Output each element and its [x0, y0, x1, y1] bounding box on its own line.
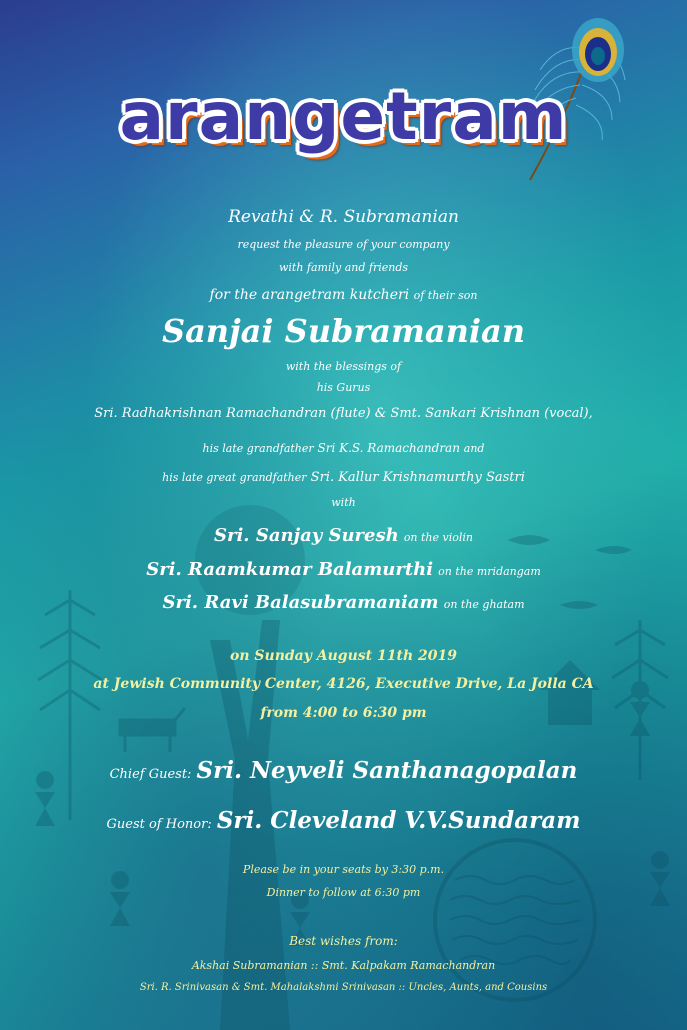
accompanist-name: Sri. Ravi Balasubramaniam: [162, 592, 439, 613]
accompanist-name: Sri. Sanjay Suresh: [213, 525, 399, 546]
kutcheri-highlight: arangetram kutcheri: [261, 287, 410, 303]
blessings-line: with the blessings of: [285, 360, 402, 373]
dinner-note: Dinner to follow at 6:30 pm: [266, 886, 421, 899]
kutcheri-suffix: of their son: [413, 289, 478, 302]
gurus-line: his Gurus: [316, 381, 371, 394]
wishers-line-2: Sri. R. Srinivasan & Smt. Mahalakshmi Srinivasan :: Uncles, Aunts, and Cousins: [139, 982, 548, 993]
accompanist-name: Sri. Raamkumar Balamurthi: [146, 559, 434, 580]
grandfather-suffix: and: [463, 442, 485, 455]
date-line: on Sunday August 11th 2019: [230, 648, 457, 664]
time-line: from 4:00 to 6:30 pm: [260, 705, 427, 721]
venue-line: at Jewish Community Center, 4126, Executive Drive, La Jolla CA: [93, 676, 594, 692]
grandfather-prefix: his late grandfather: [202, 442, 314, 455]
guest-of-honor-name: Sri. Cleveland V.V.Sundaram: [216, 807, 581, 834]
performer-name: Sanjai Subramanian: [161, 312, 526, 350]
grandfather-name: Sri K.S. Ramachandran: [317, 441, 460, 455]
accompanist-role: on the ghatam: [443, 598, 525, 611]
great-grandfather-line: [0, 470, 687, 485]
wishers-line-1: Akshai Subramanian :: Smt. Kalpakam Ramachandran: [191, 959, 496, 972]
accompanist-role: on the violin: [403, 531, 474, 544]
great-grandfather-prefix: his late great grandfather: [162, 471, 307, 484]
request-line-1: request the pleasure of your company: [237, 238, 450, 251]
best-wishes-label: Best wishes from:: [289, 934, 398, 948]
hosts-line: Revathi & R. Subramanian: [228, 207, 459, 227]
with-line: with: [331, 496, 356, 509]
kutcheri-line: [0, 287, 687, 303]
kutcheri-prefix: for the: [209, 287, 258, 303]
grandfather-line: [0, 441, 687, 455]
title-heading: arangetram: [119, 78, 568, 155]
request-line-2: with family and friends: [278, 261, 409, 274]
gurus-names: Sri. Radhakrishnan Ramachandran (flute) & Smt. Sankari Krishnan (vocal),: [94, 406, 593, 421]
chief-guest-label: Chief Guest:: [109, 767, 192, 782]
chief-guest-name: Sri. Neyveli Santhanagopalan: [196, 757, 578, 784]
great-grandfather-name: Sri. Kallur Krishnamurthy Sastri: [310, 470, 525, 485]
accompanist-role: on the mridangam: [438, 565, 541, 578]
guest-of-honor-line: [0, 807, 687, 834]
accompanist-row: [0, 525, 687, 546]
seating-note: Please be in your seats by 3:30 p.m.: [242, 863, 445, 876]
chief-guest-line: [0, 757, 687, 784]
accompanist-row: [0, 592, 687, 613]
guest-of-honor-label: Guest of Honor:: [106, 817, 212, 832]
accompanist-row: [0, 559, 687, 580]
